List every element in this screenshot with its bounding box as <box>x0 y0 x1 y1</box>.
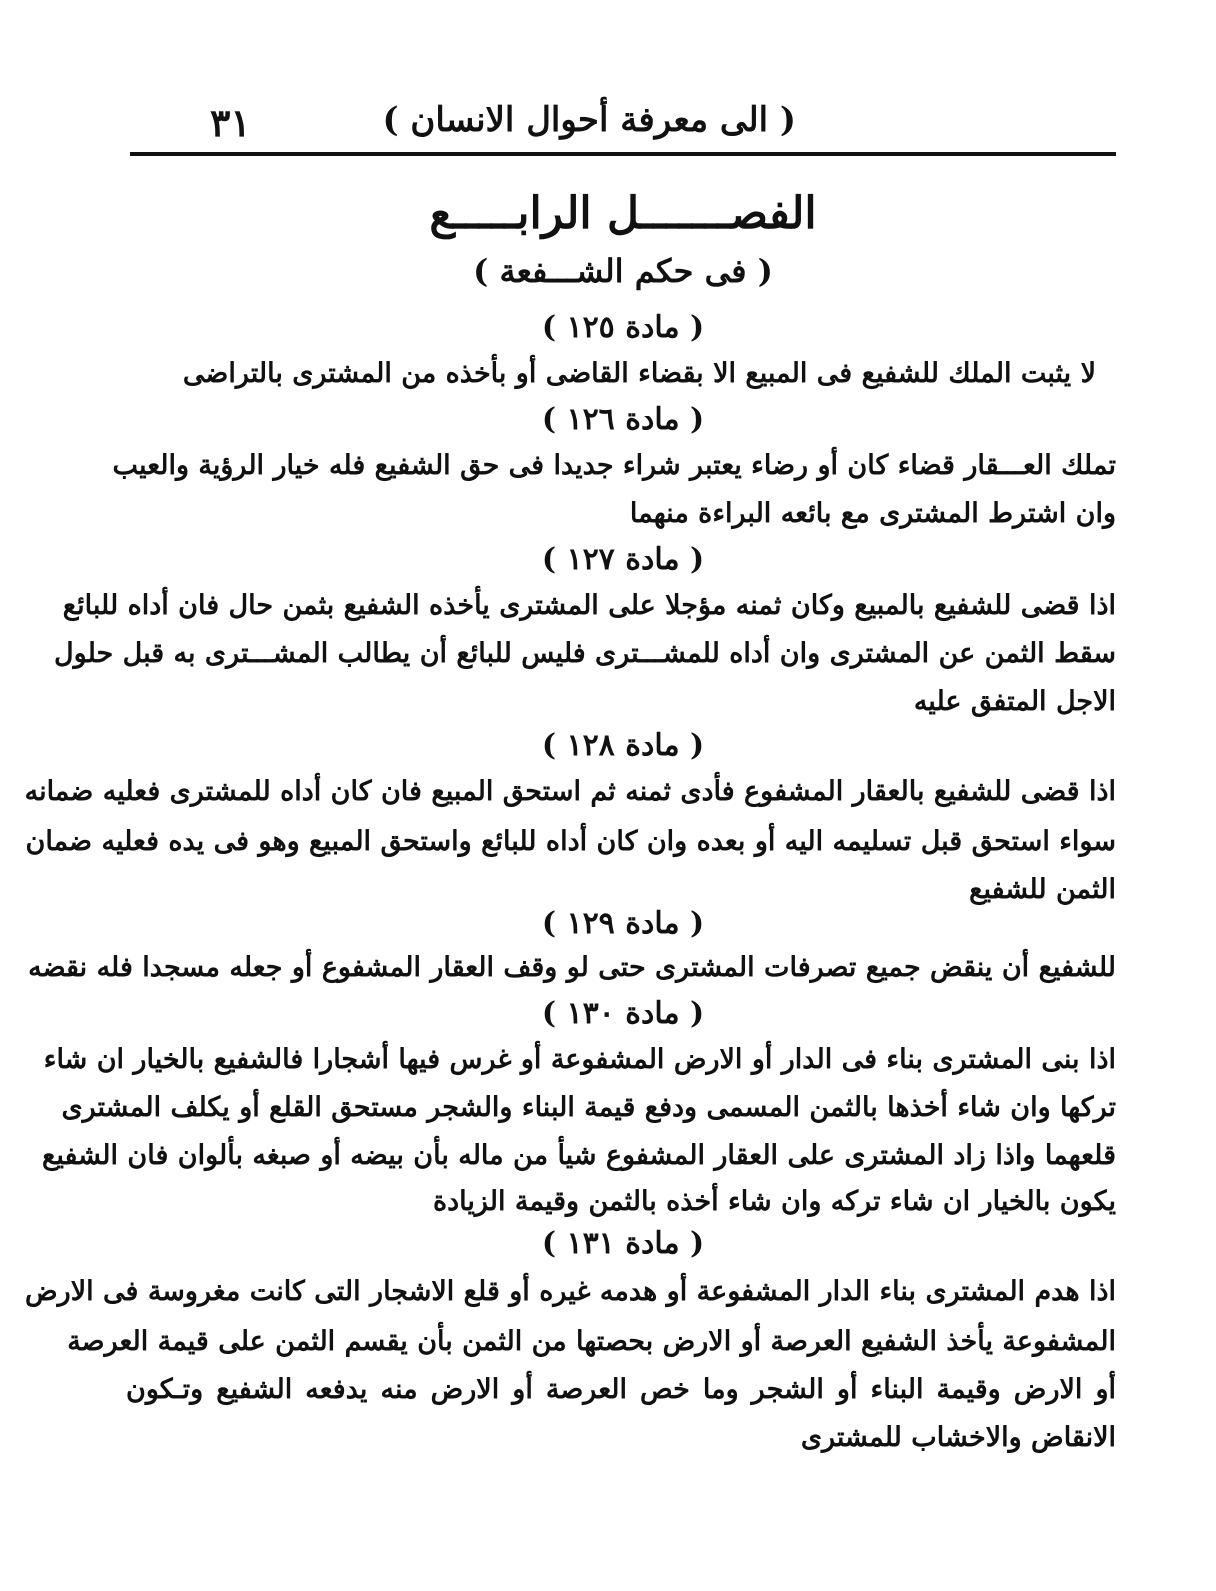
page-number: ٣١ <box>210 100 251 145</box>
article-line: للشفيع أن ينقض جميع تصرفات المشترى حتى لو وقف العقار المشفوع أو جعله مسجدا فله نقضه <box>28 952 1116 983</box>
article-heading: ( مادة ١٢٩ ) <box>541 906 705 941</box>
article-line: الاجل المتفق عليه <box>913 686 1116 717</box>
article-line: أو الارض وقيمة البناء أو الشجر وما خص العرصة أو الارض منه يدفعه الشفيع وتـكون <box>126 1374 1116 1405</box>
article-line: سواء استحق قبل تسليمه اليه أو بعده وان كان أداه للبائع واستحق المبيع وهو فى يده فعليه ضمان <box>25 826 1116 857</box>
article-line: وان اشترط المشترى مع بائعه البراءة منهما <box>629 498 1116 529</box>
article-line: قلعهما واذا زاد المشترى على العقار المشفوع شيأ من ماله بأن بيضه أو صبغه بألوان فان الشفيع <box>42 1140 1116 1171</box>
article-heading: ( مادة ١٢٦ ) <box>541 402 705 437</box>
article-line: يكون بالخيار ان شاء تركه وان شاء أخذه بالثمن وقيمة الزيادة <box>432 1186 1116 1217</box>
article-heading: ( مادة ١٣٠ ) <box>541 996 705 1031</box>
article-line: لا يثبت الملك للشفيع فى المبيع الا بقضاء القاضى أو بأخذه من المشترى بالتراضى <box>182 358 1096 389</box>
article-line: اذا قضى للشفيع بالمبيع وكان ثمنه مؤجلا على المشترى يأخذه الشفيع بثمن حال فان أداه للبائع <box>62 590 1116 621</box>
article-heading: ( مادة ١٢٥ ) <box>541 310 705 345</box>
article-heading: ( مادة ١٢٧ ) <box>541 542 705 577</box>
running-title: ( الى معرفة أحوال الانسان ) <box>382 100 796 140</box>
page-header <box>130 100 1116 150</box>
article-line: اذا هدم المشترى بناء الدار المشفوعة أو هدمه غيره أو قلع الاشجار التى كانت مغروسة فى الارض <box>25 1276 1116 1307</box>
header-rule <box>130 152 1116 156</box>
article-heading: ( مادة ١٣١ ) <box>541 1226 705 1261</box>
article-heading: ( مادة ١٢٨ ) <box>541 728 705 763</box>
article-line: اذا بنى المشترى بناء فى الدار أو الارض المشفوعة أو غرس فيها أشجارا فالشفيع بالخيار ان شاء <box>43 1044 1116 1075</box>
article-line: تركها وان شاء أخذها بالثمن المسمى ودفع قيمة البناء والشجر مستحق القلع أو يكلف المشترى <box>61 1092 1116 1123</box>
article-line: المشفوعة يأخذ الشفيع العرصة أو الارض بحصتها من الثمن بأن يقسم الثمن على قيمة العرصة <box>67 1326 1116 1357</box>
article-line: الانقاض والاخشاب للمشترى <box>800 1422 1116 1453</box>
chapter-title: الفصـــــــل الرابـــــع <box>429 188 817 239</box>
article-line: سقط الثمن عن المشترى وان أداه للمشـــترى فليس للبائع أن يطالب المشـــترى به قبل حلول <box>54 638 1116 669</box>
chapter-subtitle: ( فى حكم الشـــفعة ) <box>473 252 773 290</box>
article-line: تملك العـــقار قضاء كان أو رضاء يعتبر شراء جديدا فى حق الشفيع فله خيار الرؤية والعيب <box>112 450 1116 481</box>
article-line: الثمن للشفيع <box>969 874 1116 905</box>
article-line: اذا قضى للشفيع بالعقار المشفوع فأدى ثمنه ثم استحق المبيع فان كان أداه للمشترى فعليه ضمانه <box>24 776 1116 807</box>
